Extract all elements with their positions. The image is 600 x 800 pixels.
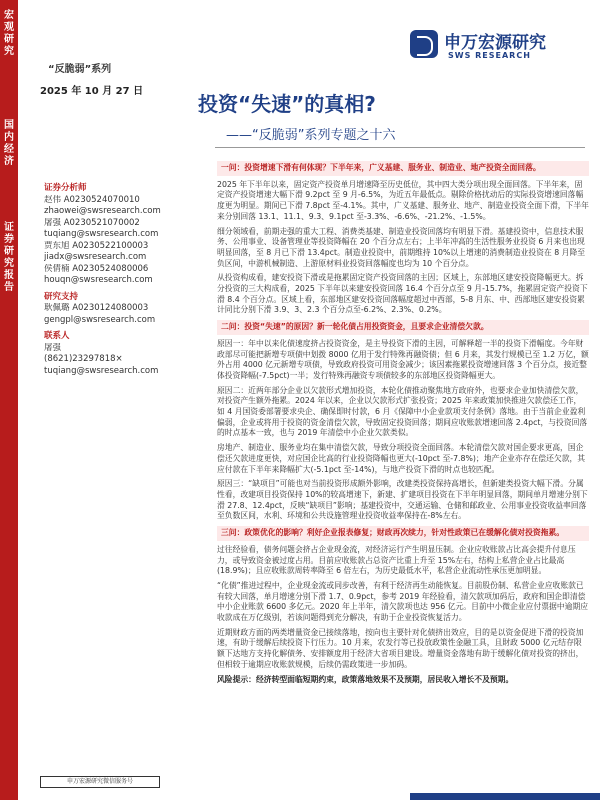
question-three-banner: 三问：政策优化的影响？利好企业报表修复；财政再次续力，针对性政策已在缓解化债对投资拖累。 [217, 526, 589, 541]
question-two-banner: 二问：投资“失速”的原因？新一轮化债占用投资资金，且要求企业清偿欠款。 [217, 320, 589, 335]
analyst-heading: 证券分析师 [44, 183, 87, 193]
analyst-line: 贾东旭 A0230522100003 [44, 240, 149, 251]
sidebar-label-macro: 宏观研究 [4, 10, 14, 57]
logo-name-cn: 申万宏源研究 [444, 33, 546, 53]
risk-warning: 风险提示：经济转型面临短期约束，政策落地效果不及预期，居民收入增长不及预期。 [217, 674, 514, 684]
question-one-banner: 一问：投资增速下滑有何体现？下半年来，广义基建、服务业、制造业、地产投资全面回落。 [217, 161, 589, 176]
paragraph: 2025 年下半年以来，固定资产投资单月增速降至历史低位，其中四大类分项出现全面回落。下半年来，固定资产投资增速大幅下滑 9.2pct 至 9 月-6.5%，为近五年最低点。剔除价格扰动后的实际投资增速回落幅度更为明显。期间已下滑 7.8pct 至-4.1%。其中，广义基建、服务业、地产、制造业投资全面下滑，下半年来分别回落 13.1、11.1、9.3、9.1pct 至-3.3%、-6.6%、-21.2%、-1.5%。 [217, 179, 589, 221]
analyst-line: 赵伟 A0230524070010 [44, 194, 140, 205]
analyst-email: jiadx@swsresearch.com [44, 252, 147, 262]
contact-phone: (8621)23297818× [44, 354, 123, 364]
paragraph: 原因一：年中以来化债速度挤占投资资金，是主导投资下滑的主因，可解释超一半的投资下滑幅度。今年财政部尽可能把新增专项债中划拨 8000 亿用于发行特殊再融资债；但 6 月来，其发行规模已至 1.2 万亿，额外占用 4000 亿元新增专项债，导致政府投资可用资金减少；该因素拖累投资增速回落 3 个百分点，接近整体投资降幅(-7.5pct)一半；发行特殊再融资专项债较多的东部地区投资降幅更大。 [217, 338, 589, 380]
paragraph: 近期财政方面的两类增量资金已接续落地，按向也主要针对化债挤出效应，目的是以资金促进下滑的投资加速，有助于缓解后续投资下行压力。10 月来，农发行等已投放政策性金融工具，且財政 5000 亿元结存限额下达地方支持化解债务、安排额度用于经济大省项目建设。增量资金落地有助于缓解化债对投资的挤出，但相较于逾期应收账款规模，后续仍需政策进一步加码。 [217, 627, 584, 669]
analyst-email: houqn@swsresearch.com [44, 275, 153, 285]
sidebar-band [0, 0, 18, 800]
logo-mark-icon [410, 30, 438, 58]
paragraph: 过往经验看，债务问题会挤占企业现金流，对经济运行产生明显压制。企业应收账款占比高会提升付息压力，或导致资金被过度占用。目前应收账款占总资产比重上升至 15%左右，结构上私营企业占比最高(18.9%)；且应收账款周转率降至 6 倍左右，为历史最低水平，私营企业流动性承压更加明显。 [217, 544, 576, 576]
sidebar-label-economy: 国内经济 [4, 120, 14, 167]
support-email: gengpl@swsresearch.com [44, 314, 156, 325]
title-divider [215, 147, 585, 148]
paragraph: “化债”推进过程中，企业现金流或同步改善，有利于经济再生动能恢复。目前股份制、私营企业应收账款已有较大回落，单月增速分别下滑 1.7、0.9pct，参考 2019 年经验看，清欠款项加码后，政府和国企即清偿中小企业账款 6600 多亿元。2020 年上半年，清欠款项也达 956 亿元。目前中小微企业应付票据中逾期应收款成在万亿级别，若该问题得到充分解决，有助于企业投资恢复活力。 [217, 580, 589, 623]
logo-name-en: SWS RESEARCH [448, 51, 531, 60]
analyst-line: 屠强 A0230521070002 [44, 217, 140, 228]
contact-heading: 联系人 [44, 331, 70, 341]
company-logo [410, 28, 590, 70]
contact-name: 屠强 [44, 342, 62, 353]
report-title: 投资“失速”的真相? [198, 92, 376, 116]
sidebar-label-report: 证券研究报告 [4, 222, 14, 293]
paragraph: 原因二：近两年部分企业以欠款形式增加投资，本轮化债推动聚焦地方政府外，也要求企业加快清偿欠款，对投资产生额外拖累。2024 年以来，企业以欠款形式扩张投资；2025 年来政策加快推进欠款偿还工作，如 4 月国资委部署要求央企、确保即时付款，6 月《保障中小企业款项支付条例》落地。由于当前企业盈利偏弱，企业或将用于投资的资金清偿欠款，导致固定投资回落；期间应收账款增速回落 2.4pct，与投资回落的时点基本一致，也与 2019 年清偿中小企业欠款类似。 [217, 385, 588, 438]
analyst-panel [44, 178, 214, 377]
analyst-line: 侯倩楠 A0230524080006 [44, 263, 149, 274]
report-subtitle: ——“反脆弱”系列专题之十六 [226, 128, 396, 143]
contact-email: tuqiang@swsresearch.com [44, 365, 159, 376]
analyst-email: tuqiang@swsresearch.com [44, 229, 159, 239]
paragraph: 从投资构成看，建安投资下滑或是拖累固定资产投资回落的主因；区域上，东部地区建安投资降幅更大。拆分投资的三大构成看，2025 下半年以来建安投资回落 16.4 个百分点至 9 月-15.7%，拖累固定资产投资下滑 8.4 个百分点。区域上看，东部地区建安投资回落幅度超过中西部，5-8 月东、中、西部地区建安投资累计同比分别下滑 3.9、3、2.3 个百分点至-6.2%、2.3%、0.2%。 [217, 273, 588, 315]
paragraph: 房地产、制造业、服务业均在集中清偿欠款，导致分项投资全面回落。本轮清偿欠款对国企要求更高，国企偿还欠款进度更快，对应国企比高的行业投资降幅也更大(-10pct 至-7.8%)；地产企业亦存在偿还欠款，其应付款在下半年来降幅扩大(-5.1pct 至-14%)，与地产投资下滑的时点也较匹配。 [217, 443, 586, 474]
series-label: “反脆弱”系列 [48, 64, 112, 75]
support-line: 耿佩璐 A0230124080003 [44, 303, 149, 313]
paragraph: 原因三：“缺项目”可能也对当前投资形成额外影响，改建类投资保持高增长，但新建类投资大幅下滑。分属性看，改建项目投资保持 10%的较高增速下，新建、扩建项目投资在下半年明显回落，期间单月增速分别下滑 27.8、12.4pct，反映“缺项目”影响；基建投资中，交通运输、仓储和邮政业、公用事业投资收益率回落至负数区间，水利、环境和公共设施管理业投资收益率保持在-8%左右。 [217, 479, 588, 521]
footer-bar [410, 793, 600, 800]
qr-caption: 申万宏源研究微信服务号 [40, 776, 160, 788]
report-date: 2025 年 10 月 27 日 [40, 86, 144, 97]
summary-body [217, 158, 589, 689]
analyst-email: zhaowei@swsresearch.com [44, 206, 161, 216]
paragraph: 细分领域看，前期走强的重大工程、消费类基建、制造业投资回落均有明显下滑。基建投资中，信息技术服务、公用事业、设备管理业等投资降幅在 20 个百分点左右；上半年冲高的生活性服务业投资 6 月来也出现明显回落，至 8 月已下滑 13.4pct。制造业投资中，前期维持 10%以上增速的消费制造业投资在 8 月降至负区间，中游机械制造、上游原材料业投资回落幅度也均为 10 个百分点。 [217, 226, 586, 268]
research-support-heading: 研究支持 [44, 291, 79, 302]
